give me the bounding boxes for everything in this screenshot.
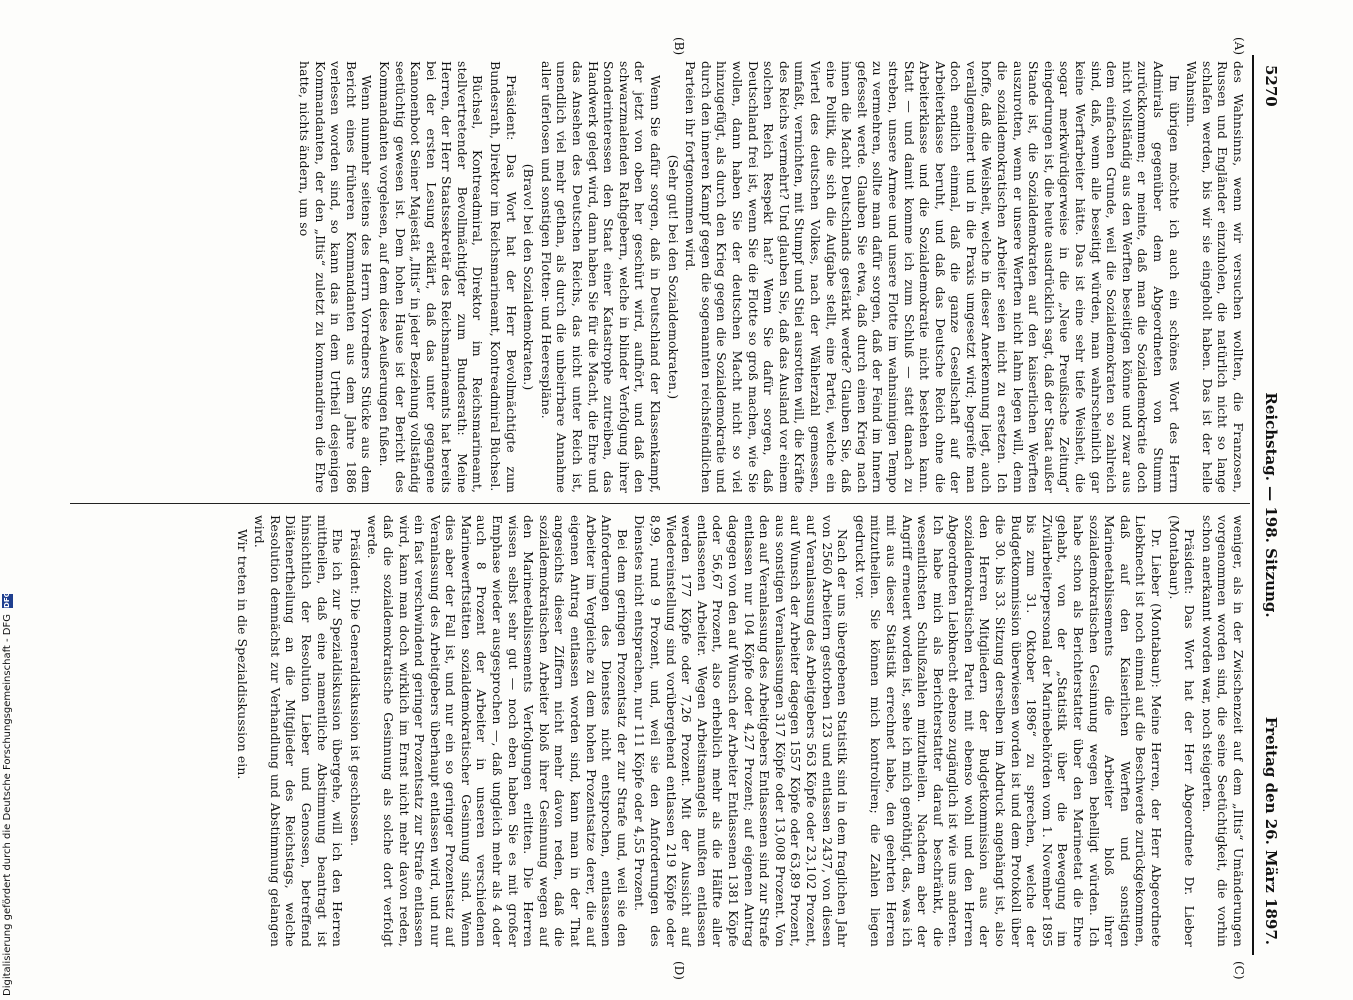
right-column	[76, 515, 1246, 947]
paragraph: Wenn nunmehr seitens des Herrn Vorredners Stücke aus dem Bericht eines früheren Kommandanten aus dem Jahre 1886 verlesen worden sind, so kann das in dem Urtheil desjenigen Kommandanten, der den „Iltis“ zuletzt zu kommandiren die Ehre hatte, nichts ändern, um so	[296, 61, 375, 493]
dfg-logo-icon: DFG	[3, 591, 11, 608]
paragraph: Präsident: Das Wort hat der Herr Abgeordnete Dr. Lieber (Montabaur).	[1166, 515, 1198, 947]
paragraph: weniger, als in der Zwischenzeit auf dem „Iltis“ Umänderungen vorgenommen worden sind, die seine Seetüchtigkeit, die vorhin schon anerkannt worden war, noch steigerten.	[1199, 515, 1246, 947]
paragraph: Präsident: Die Generaldiskussion ist geschlossen.	[347, 529, 363, 847]
margin-marker-c: (C)	[1232, 961, 1246, 980]
credit-text: Digitalisierung gefördert durch die Deutsche Forschungsgemeinschaft - DFG	[2, 613, 13, 996]
page-title: Reichstag. — 198. Sitzung.	[1262, 392, 1280, 618]
paragraph: Im übrigen möchte ich auch ein schönes Wort des Herrn Admirals gegenüber dem Abgeordneten von Stumm zurückkommen; er meinte, daß man die Sozialdemokratie doch nicht vollständig aus den Werften beseitigen könne und zwar aus dem einfachen Grunde, weil die Sozialdemokraten so zahlreich sind, daß, wenn alle beseitigt würden, man wahrscheinlich gar keine Werftarbeiter hätte. Das ist eine sehr tiefe Weisheit, die sogar merkwürdigerweise in die „Neue Preußische Zeitung“ eingedrungen ist, die heute ausdrücklich sagt, daß der Staat außer Stande ist, die Sozialdemokraten auf den kaiserlichen Werften auszurotten, wenn er unsere Werften nicht lahm legen will, denn die sozialdemokratischen Arbeiter seien nicht zu ersetzen. Ich hoffe, daß die Weisheit, welche in dieser Anerkennung liegt, auch verallgemeinert und in die Praxis umgesetzt wird; begreife man doch endlich einmal, daß die ganze Gesellschaft auf der Arbeiterklasse beruht, und daß das Deutsche Reich ohne die Arbeiterklasse und die Sozialdemokratie nicht bestehen kann. Statt — und damit komme ich zum Schluß — statt danach zu streben, unsere Armee und unsere Flotte im wahnsinnigen Tempo zu vermehren, sollte man dafür sorgen, daß der Feind im Innern gefesselt werde. Glauben Sie etwa, daß durch einen Krieg nach innen die Macht Deutschlands gestärkt werde? Glauben Sie, daß eine Politik, die sich die Aufgabe stellt, eine Partei, welche ein Viertel des deutschen Volkes, nach der Wählerzahl gemessen, umfaßt, vernichten, mit Stumpf und Stiel ausrotten will, die Kräfte des Reichs vermehrt? Und glauben Sie, daß das Ausland vor einem solchen Reich Respekt hat? Wenn Sie dafür sorgen, daß Deutschland frei ist, wenn Sie die Flotte so groß machen, wie Sie wollen, dann haben Sie der deutschen Macht nicht so viel hinzugefügt, als durch den Krieg gegen die Sozialdemokratie und durch den inneren Kampf gegen die sogenannten reichsfeindlichen Parteien ihr fortgenommen wird.	[683, 61, 1182, 493]
page-number: 5270	[1262, 65, 1280, 107]
header-rule	[1252, 55, 1254, 955]
paragraph: des Wahnsinns, wenn wir versuchen wollten, die Franzosen, Russen und Engländer einzuholen, die natürlich nicht so lange schlafen werden, bis wir sie eingeholt haben. Das ist der helle Wahnsinn.	[1184, 61, 1246, 493]
rotated-document-sheet	[64, 37, 1284, 980]
margin-marker-b: (B)	[672, 37, 686, 56]
interjection: (Sehr gut! bei den Sozialdemokraten.)	[665, 154, 681, 400]
interjection: (Bravo! bei den Sozialdemokraten.)	[521, 163, 537, 391]
paragraph: Ehe ich zur Spezialdiskussion übergehe, will ich den Herren mittheilen, daß eine namentliche Abstimmung beantragt ist hinsichtlich der Resolution Lieber und Genossen, betreffend Diätenertheilung an die Mitglieder des Reichstags, welche Resolution demnächst zur Verhandlung und Abstimmung gelangen wird.	[252, 515, 346, 947]
paragraph: Büchsel, Kontreadmiral, Direktor im Reichsmarineamt, stellvertretender Bevollmächtigter zum Bundesrath: Meine Herren, der Herr Staatssekretär des Reichsmarineamts hat bereits bei der ersten Lesung erklärt, daß das unter gegangene Kanonenboot Seiner Majestät „Iltis“ in jeder Beziehung vollständig seetüchtig gewesen ist. Dem hohen Hause ist der Bericht des Kommandanten vorgelesen, auf dem diese Aeußerungen fußen.	[376, 61, 486, 493]
digitization-credit	[2, 591, 13, 996]
margin-marker-a: (A)	[1232, 37, 1246, 56]
page-header	[1254, 55, 1284, 955]
paragraph: Wir treten in die Spezialdiskussion ein.	[234, 529, 250, 780]
paragraph: Dr. Lieber (Montabaur): Meine Herren, der Herr Abgeordnete Liebknecht ist noch einmal auf die Beschwerde zurückgekommen, daß auf den Kaiserlichen Werften und sonstigen Marineetablissements die Arbeiter bloß ihrer sozialdemokratischen Gesinnung wegen behelligt würden. Ich habe schon als Berichterstatter über den Marineetat die Ehre gehabt, von der „Statistik über die Bewegung im Zivilarbeiterpersonal der Marinebehörden vom 1. November 1895 bis zum 31. Oktober 1896“ zu sprechen, welche der Budgetkommission überwiesen worden ist und dem Protokoll über die 30. bis 33. Sitzung derselben im Abdruck angehängt ist, also den Herren Mitgliedern der Budgetkommission aus der sozialdemokratischen Partei mit ebenso wohl und den Herren Abgeordneten Liebknecht ebenso zugänglich ist wie uns anderen. Ich habe mich als Berichterstatter darauf beschränkt, die wesentlichsten Schlußzahlen mitzutheilen. Nachdem aber der Angriff erneuert worden ist, sehe ich mich genöthigt, das, was ich mit aus dieser Statistik errechnet habe, den geehrten Herren mitzutheilen. Sie können mich kontroliren; die Zahlen liegen gedruckt vor.	[852, 515, 1165, 947]
paragraph: Bei dem geringen Prozentsatz der zur Strafe und, weil sie den Anforderungen des Dienstes nicht entsprochen, entlassenen Arbeiter im Vergleiche zu dem hohen Prozentsatze derer, die auf eigenen Antrag entlassen worden sind, kann man in der That angesichts dieser Ziffern nicht mehr davon reden, daß die sozialdemokratischen Arbeiter bloß ihrer Gesinnung wegen auf den Marineetablissements Verfolgungen erlitten. Die Herren wissen selbst sehr gut — noch eben haben Sie es mit großer Emphase wieder ausgesprochen —, daß ungleich mehr als 4 oder auch 8 Prozent der Arbeiter in unseren verschiedenen Marinewerftstätten sozialdemokratischer Gesinnung sind. Wenn dies aber der Fall ist, und nur ein so geringer Prozentsatz auf Veranlassung des Arbeitgebers überhaupt entlassen wird, und nur ein fast verschwindend geringer Prozentsatz zur Strafe entlassen wird, kann man doch wirklich im Ernst nicht mehr davon reden, daß die sozialdemokratische Gesinnung als solche dort verfolgt werde.	[365, 515, 630, 947]
margin-marker-d: (D)	[672, 961, 686, 980]
paragraph: Nach der uns übergebenen Statistik sind in dem fraglichen Jahr von 2560 Arbeitern gestorben 123 und entlassen 2437, von diesen auf Veranlassung des Arbeitgebers 563 Köpfe oder 23,102 Prozent, auf Wunsch der Arbeiter dagegen 1557 Köpfe oder 63,89 Prozent, aus sonstigen Veranlassungen 317 Köpfe oder 13,008 Prozent. Von den auf Veranlassung des Arbeitgebers Entlassenen sind zur Strafe entlassen nur 104 Köpfe oder 4,27 Prozent; auf eigenen Antrag dagegen von den auf Wunsch der Arbeiter Entlassenen 1381 Köpfe oder 56,67 Prozent, also erheblich mehr als die Hälfte aller entlassenen Arbeiter. Wegen Arbeitsmangels mußten entlassen werden 177 Köpfe oder 7,26 Prozent. Mit der Aussicht auf Wiedereinstellung sind vorübergehend entlassen 219 Köpfe oder 8,99, rund 9 Prozent, und, weil sie den Anforderungen des Dienstes nicht entsprachen, nur 111 Köpfe oder 4,55 Prozent.	[632, 515, 851, 947]
column-divider	[70, 503, 1250, 504]
paragraph: Präsident: Das Wort hat der Herr Bevollmächtigte zum Bundesrath, Direktor im Reichsmarineamt, Kontreadmiral Büchsel.	[488, 61, 519, 493]
session-date: Freitag den 26. März 1897.	[1262, 716, 1280, 945]
paragraph: Wenn Sie dafür sorgen, daß in Deutschland der Klassenkampf, der jetzt von oben her geschürt wird, aufhört, und daß den schwarzmalenden Rathgebern, welche in blinder Verfolgung ihrer Sonderinteressen den Staat einer Katastrophe zutreiben, das Handwerk gelegt wird, dann haben Sie für die Macht, die Ehre und das Ansehen des Deutschen Reichs, das nicht unter Reich ist, unendlich viel mehr gethan, als durch die unbeirrbare Annahme aller uferlosen und sonstigen Flotten- und Heerespläne.	[538, 61, 664, 493]
left-column	[76, 61, 1246, 493]
